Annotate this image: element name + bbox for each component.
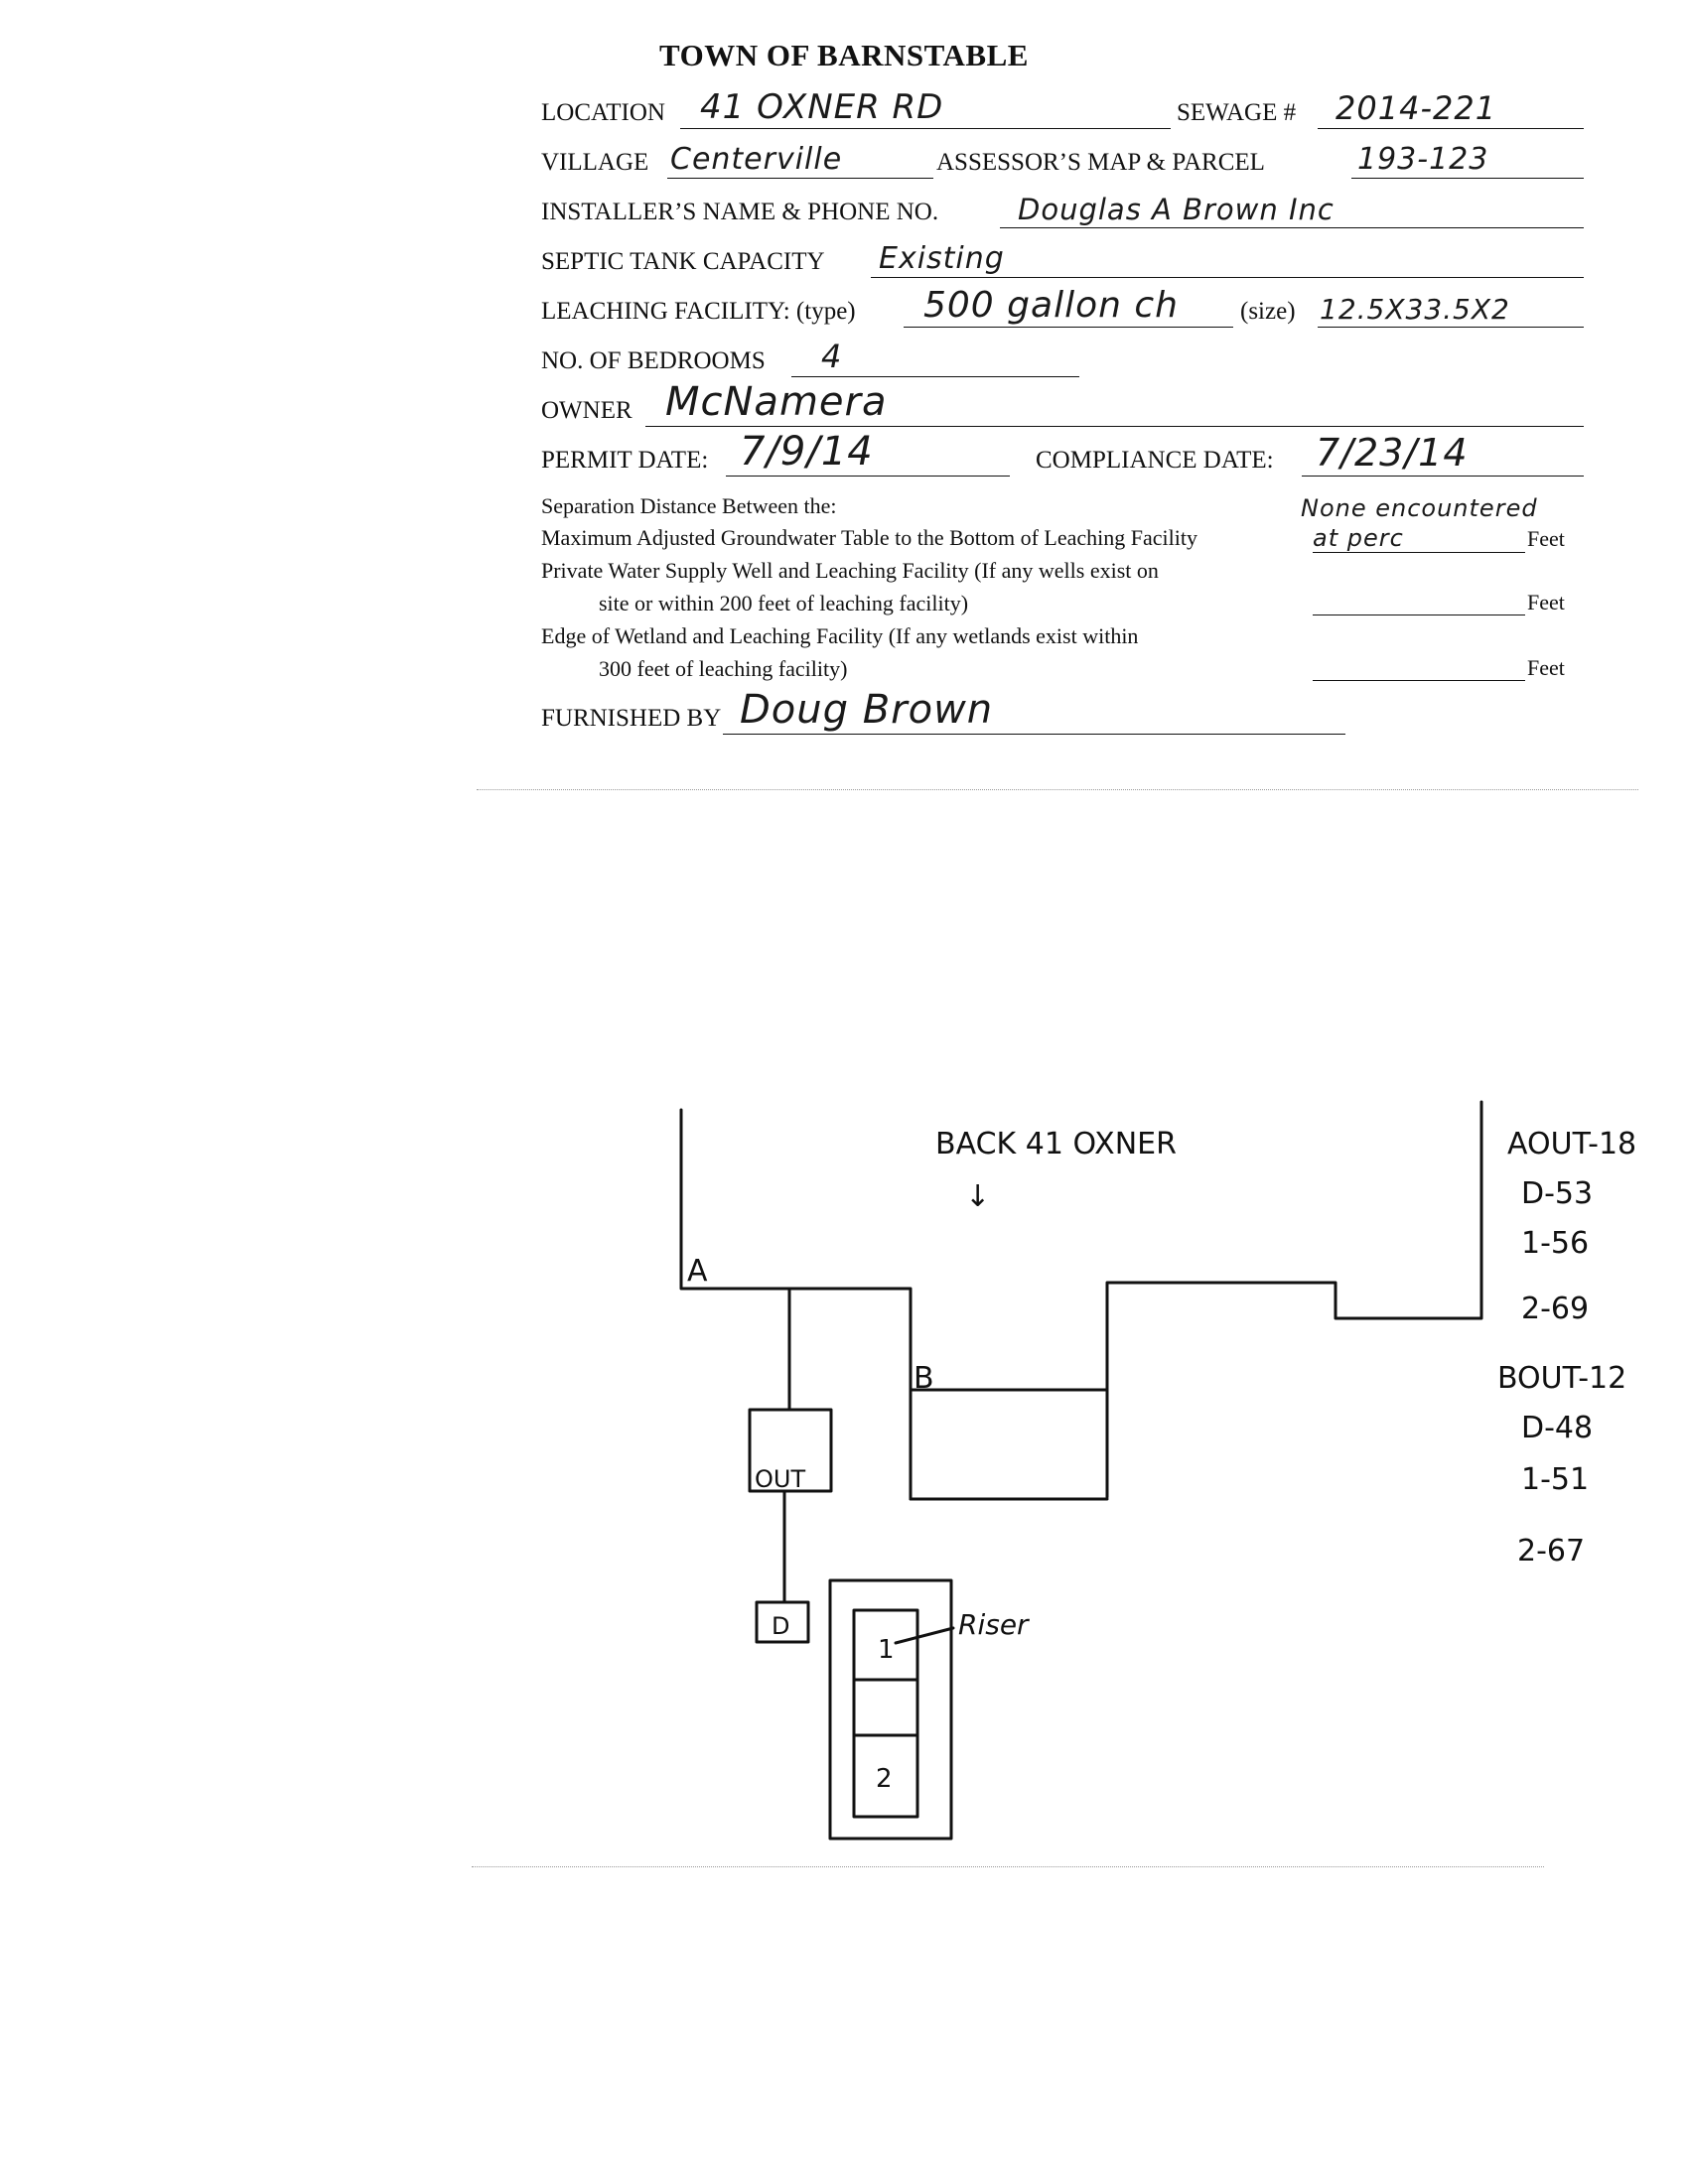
house-arrow: ↓ xyxy=(965,1179,991,1214)
septic-label: SEPTIC TANK CAPACITY xyxy=(541,248,825,275)
out-box-label: OUT xyxy=(755,1465,806,1493)
location-value: 41 OXNER RD xyxy=(700,87,944,127)
separation-wetland-2: 300 feet of leaching facility) xyxy=(599,656,848,681)
measurement-list xyxy=(1497,1127,1636,1569)
well-feet-label: Feet xyxy=(1527,590,1565,614)
assessor-label: ASSESSOR’S MAP & PARCEL xyxy=(936,149,1265,176)
form-title: TOWN OF BARNSTABLE xyxy=(659,38,1029,72)
measurement-item: AOUT-18 xyxy=(1507,1127,1637,1161)
permit-value: 7/9/14 xyxy=(740,429,874,475)
measurement-item: BOUT-12 xyxy=(1497,1361,1627,1396)
permit-label: PERMIT DATE: xyxy=(541,447,709,474)
separation-heading: Separation Distance Between the: xyxy=(541,493,837,518)
furnished-value: Doug Brown xyxy=(740,687,994,733)
house-label: BACK 41 OXNER xyxy=(935,1127,1177,1161)
point-b-label: B xyxy=(914,1361,934,1396)
location-label: LOCATION xyxy=(541,99,665,126)
compliance-value: 7/23/14 xyxy=(1316,431,1469,475)
measurement-item: 1-56 xyxy=(1521,1226,1590,1261)
measurement-item: D-48 xyxy=(1521,1411,1594,1445)
measurement-item: 1-51 xyxy=(1521,1462,1590,1497)
chamber-1-label: 1 xyxy=(878,1635,895,1665)
leaching-label: LEACHING FACILITY: (type) xyxy=(541,298,856,325)
furnished-label: FURNISHED BY xyxy=(541,705,722,732)
groundwater-value-2: at perc xyxy=(1313,524,1404,552)
village-value: Centerville xyxy=(670,142,843,177)
chamber-enclosure xyxy=(830,1580,951,1839)
riser-leader xyxy=(896,1628,953,1643)
assessor-value: 193-123 xyxy=(1357,142,1489,177)
separation-groundwater: Maximum Adjusted Groundwater Table to the Bottom of Leaching Facility xyxy=(541,525,1197,550)
separation-well-1: Private Water Supply Well and Leaching Facility (If any wells exist on xyxy=(541,558,1159,583)
point-a-label: A xyxy=(687,1254,708,1289)
measurement-item: 2-69 xyxy=(1521,1292,1590,1326)
village-label: VILLAGE xyxy=(541,149,649,176)
installer-label: INSTALLER’S NAME & PHONE NO. xyxy=(541,199,939,225)
installer-value: Douglas A Brown Inc xyxy=(1018,193,1335,226)
separation-well-2: site or within 200 feet of leaching facility) xyxy=(599,591,969,615)
riser-label: Riser xyxy=(958,1608,1029,1641)
compliance-label: COMPLIANCE DATE: xyxy=(1036,447,1274,474)
leaching-size-value: 12.5X33.5X2 xyxy=(1320,293,1510,326)
measurement-item: 2-67 xyxy=(1517,1534,1586,1569)
separation-wetland-1: Edge of Wetland and Leaching Facility (If any wetlands exist within xyxy=(541,623,1139,648)
bedrooms-label: NO. OF BEDROOMS xyxy=(541,347,766,374)
chamber-2-label: 2 xyxy=(876,1764,893,1794)
groundwater-feet-label: Feet xyxy=(1527,526,1565,551)
wetland-feet-label: Feet xyxy=(1527,655,1565,680)
bedrooms-value: 4 xyxy=(821,338,843,375)
leaching-type-value: 500 gallon ch xyxy=(923,285,1179,326)
d-box-label: D xyxy=(772,1612,790,1640)
sewage-value: 2014-221 xyxy=(1336,89,1497,127)
groundwater-value-1: None encountered xyxy=(1301,494,1538,522)
measurement-item: D-53 xyxy=(1521,1176,1594,1211)
house-outline-left xyxy=(681,1110,911,1499)
owner-value: McNamera xyxy=(665,379,888,425)
sewage-label: SEWAGE # xyxy=(1177,99,1297,126)
leaching-size-label: (size) xyxy=(1240,298,1296,325)
owner-label: OWNER xyxy=(541,397,633,424)
septic-value: Existing xyxy=(879,241,1005,276)
